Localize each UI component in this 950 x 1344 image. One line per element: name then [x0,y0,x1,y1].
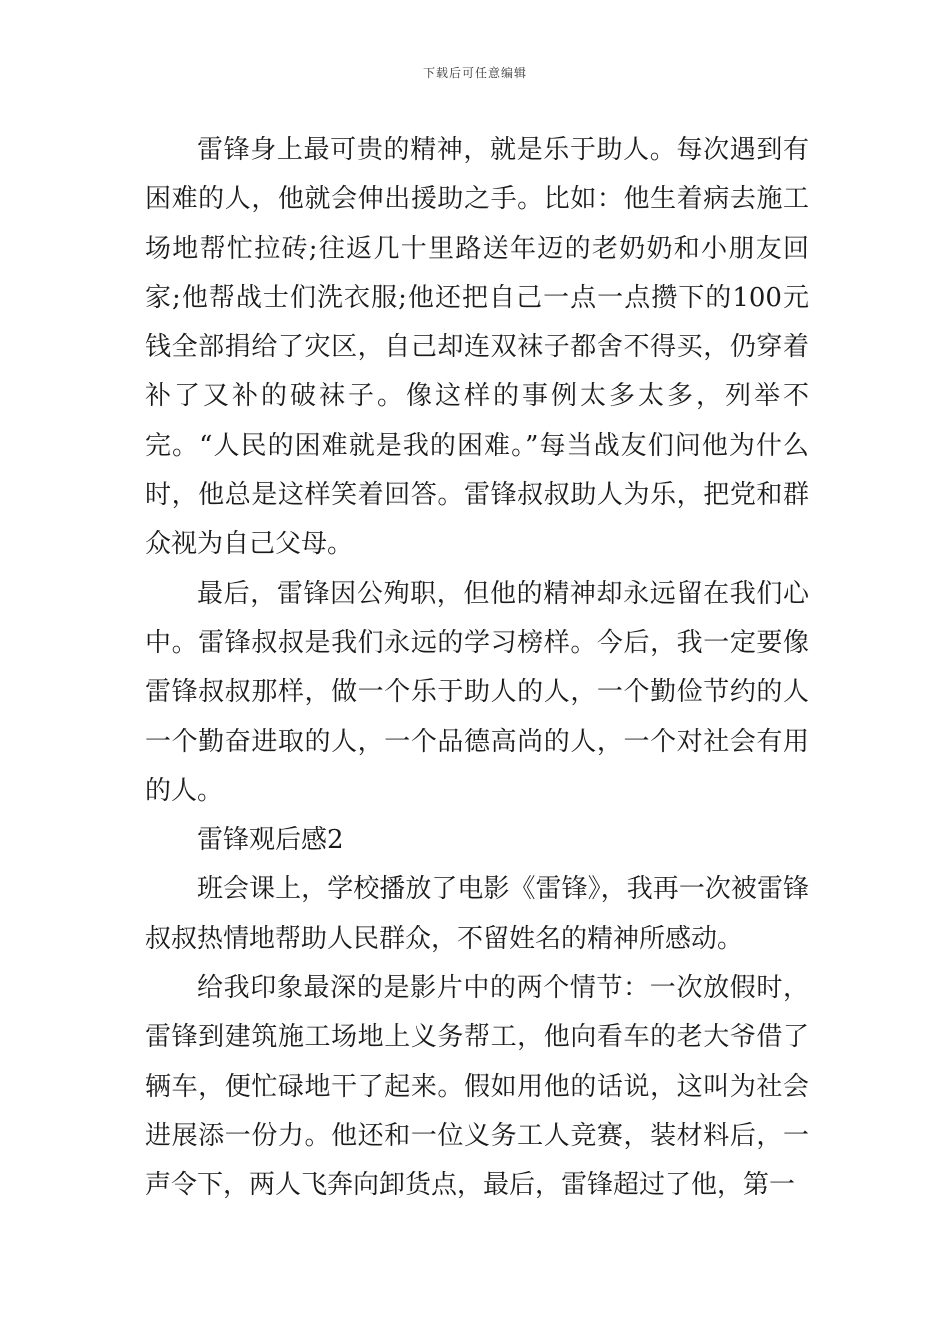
paragraph-2: 最后，雷锋因公殉职，但他的精神却永远留在我们心中。雷锋叔叔是我们永远的学习榜样。今后，我一定要像雷锋叔叔那样，做一个乐于助人的人，一个勤俭节约的人一个勤奋进取的人，一个品德高尚的人，一个对社会有用的人。 [145,578,809,806]
section-title: 雷锋观后感2 [197,825,344,856]
paragraph-4: 给我印象最深的是影片中的两个情节：一次放假时，雷锋到建筑施工场地上义务帮工，他向看车的老大爷借了辆车，便忙碌地干了起来。假如用他的话说，这叫为社会进展添一份力。他还和一位义务工人竞赛，装材料后，一声令下，两人飞奔向卸货点，最后，雷锋超过了他，第一 [145,973,809,1201]
document-body [145,126,809,1211]
paragraph-1: 雷锋身上最可贵的精神，就是乐于助人。每次遇到有困难的人，他就会伸出援助之手。比如：他生着病去施工场地帮忙拉砖;往返几十里路送年迈的老奶奶和小朋友回家;他帮战士们洗衣服;他还把自己一点一点攒下的100元钱全部捐给了灾区，自己却连双袜子都舍不得买，仍穿着补了又补的破袜子。像这样的事例太多太多，列举不完。“人民的困难就是我的困难。”每当战友们问他为什么时，他总是这样笑着回答。雷锋叔叔助人为乐，把党和群众视为自己父母。 [145,135,809,560]
page-header: 下载后可任意编辑 [422,66,527,80]
paragraph-3: 班会课上，学校播放了电影《雷锋》，我再一次被雷锋叔叔热情地帮助人民群众，不留姓名的精神所感动。 [145,874,809,954]
